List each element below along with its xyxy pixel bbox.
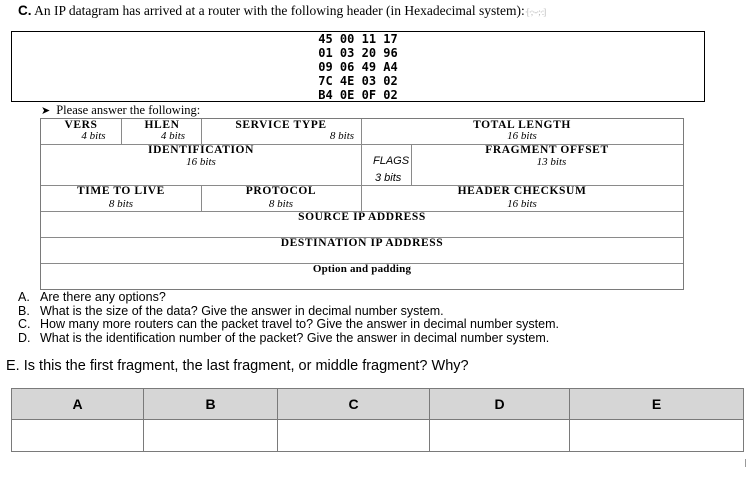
question-c <box>18 317 559 331</box>
field-options: Option and padding <box>312 263 412 275</box>
arrow-bullet-icon: ➤ <box>41 105 51 117</box>
question-a-text: Are there any options? <box>40 290 166 304</box>
answer-cell-a[interactable] <box>12 420 144 452</box>
field-vers: VERS <box>64 119 98 131</box>
question-d-text: What is the identification number of the packet? Give the answer in decimal number system. <box>40 331 550 345</box>
field-header-checksum: HEADER CHECKSUM <box>457 185 587 197</box>
field-service-type-bits: 8 bits <box>329 130 355 142</box>
hex-line: 09 06 49 A4 <box>318 60 398 74</box>
field-total-length-bits: 16 bits <box>507 130 537 142</box>
question-text: An IP datagram has arrived at a router with the following header (in Hexadecimal system): <box>34 3 525 18</box>
hex-line: 01 03 20 96 <box>318 46 398 60</box>
prompt <box>41 103 200 118</box>
answer-table <box>11 388 744 452</box>
question-d <box>18 331 549 345</box>
field-hlen: HLEN <box>144 119 180 131</box>
field-protocol: PROTOCOL <box>245 185 317 197</box>
answer-cell-e[interactable] <box>570 420 744 452</box>
field-source-ip: SOURCE IP ADDRESS <box>298 211 426 223</box>
field-time-to-live-bits: 8 bits <box>108 198 134 210</box>
question-d-label: D. <box>18 331 31 345</box>
question-b-text: What is the size of the data? Give the answer in decimal number system. <box>40 304 444 318</box>
field-time-to-live: TIME TO LIVE <box>77 185 165 197</box>
field-fragment-offset: FRAGMENT OFFSET <box>485 144 609 156</box>
question-c-text: How many more routers can the packet travel to? Give the answer in decimal number system. <box>40 317 559 331</box>
question-c-label: C. <box>18 317 31 331</box>
answer-header-d: D <box>430 389 570 420</box>
field-flags-bits: 3 bits <box>375 172 402 184</box>
field-service-type: SERVICE TYPE <box>235 119 327 131</box>
field-header-checksum-bits: 16 bits <box>507 198 537 210</box>
question-title <box>18 3 545 19</box>
field-total-length: TOTAL LENGTH <box>473 119 571 131</box>
text-cursor <box>745 459 746 467</box>
field-protocol-bits: 8 bits <box>268 198 294 210</box>
ip-header-diagram <box>40 118 684 290</box>
question-b-label: B. <box>18 304 30 318</box>
question-b <box>18 304 444 318</box>
field-flags: FLAGS <box>373 155 410 167</box>
answer-header-c: C <box>278 389 430 420</box>
column-divider <box>361 144 362 185</box>
answer-header-e: E <box>570 389 744 420</box>
answer-row <box>12 420 744 452</box>
field-identification: IDENTIFICATION <box>148 144 254 156</box>
answer-cell-c[interactable] <box>278 420 430 452</box>
field-destination-ip: DESTINATION IP ADDRESS <box>280 237 444 249</box>
answer-header-b: B <box>144 389 278 420</box>
scan-smudge: ·[·;·-·;·:] <box>524 7 546 17</box>
hex-line: 45 00 11 17 <box>318 32 398 46</box>
field-identification-bits: 16 bits <box>186 156 216 168</box>
field-hlen-bits: 4 bits <box>160 130 186 142</box>
answer-header-row <box>12 389 744 420</box>
answer-cell-b[interactable] <box>144 420 278 452</box>
question-a <box>18 290 166 304</box>
question-e: E. Is this the first fragment, the last fragment, or middle fragment? Why? <box>6 358 469 374</box>
hex-header-box <box>11 31 705 102</box>
prompt-text: Please answer the following: <box>56 103 201 117</box>
hex-line: 7C 4E 03 02 <box>318 74 398 88</box>
question-label: C. <box>18 3 32 18</box>
answer-header-a: A <box>12 389 144 420</box>
question-a-label: A. <box>18 290 30 304</box>
answer-cell-d[interactable] <box>430 420 570 452</box>
field-fragment-offset-bits: 13 bits <box>536 156 567 168</box>
hex-line: B4 0E 0F 02 <box>318 88 398 102</box>
field-vers-bits: 4 bits <box>81 130 106 142</box>
